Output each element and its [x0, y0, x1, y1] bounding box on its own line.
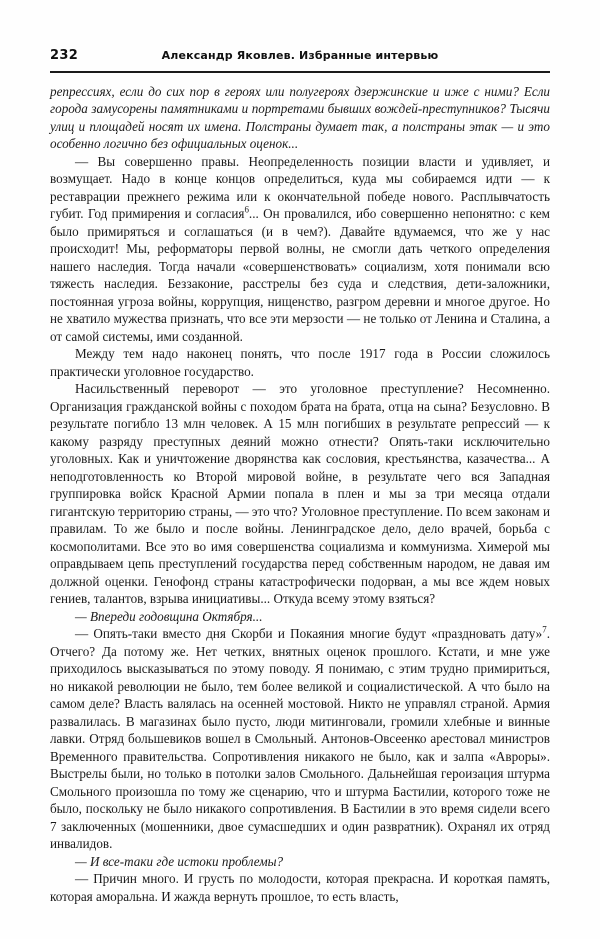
running-header: [50, 48, 550, 68]
answer-1a-text-before-note: — Вы совершенно правы. Неопределенность позиции власти и удивляет, и возмущает. Надо в конце концов определиться, куда мы собираемся идти — к реставрации прежнего режима или к окончательной победе нового. Расплывчатость губит. Год примирения и согласия: [50, 153, 550, 222]
paragraph-answer-1-part-c: Насильственный переворот — это уголовное преступление? Несомненно. Организация гражданской войны с походом брата на брата, отца на сына? Безусловно. В результате погибло 13 млн человек. А 15 млн погибших в результате репрессий — к какому разряду преступных деяний можно отнести? Опять-таки исключительно уголовных. Как и уничтожение дворянства как сословия, крестьянства, казачества... А неподготовленность ко Второй мировой войне, в результате чего вся Западная группировка войск Красной Армии попала в плен и мы за три месяца отдали гигантскую территорию страны, — это что? Уголовное преступление. По всем законам и правилам. То же было и после войны. Ленинградское дело, дело врачей, борьба с космополитами. Все это во имя совершенства социализма и коммунизма. Химерой мы оправдываем цепь преступлений государства перед собственным народом, не давая им должной оценки. Генофонд страны катастрофически подорван, а мы все ждем новых гениев, талантов, взрыва инициативы... Откуда всему этому взяться?: [50, 381, 550, 607]
footnote-marker-6[interactable]: 6: [244, 204, 249, 215]
answer-2-text-before-note: — Опять-таки вместо дня Скорби и Покаяния многие будут «праздновать дату»: [75, 626, 543, 642]
page-content: [50, 48, 550, 905]
answer-2-text-after-note: . Отчего? Да потому же. Нет четких, внятных оценок прошлого. Кстати, и мне уже приходилось высказываться по этому поводу. Я понимаю, с этим трудно примириться, но никакой революции не было, тем более великой и социалистической. А что было на самом деле? Власть валялась на осенней мостовой. Никто не управлял страной. Армия развалилась. В магазинах было пусто, люди митинговали, громили хлебные и винные лавки. Отряд большевиков вошел в Смольный. Антонов-Овсеенко арестовал министров Временного правительства. Сопротивления никакого не было, как и залпа «Авроры». Выстрелы были, но только в потолки залов Смольного. Дальнейшая героизация штурма Смольного произошла по тому же сценарию, что и штурма Бастилии, которого тоже не было, поскольку не было никакого сопротивления. В Бастилии в это время сидели всего 7 заключенных (мошенники, двое сумасшедших и один развратник). Охранял их отряд инвалидов.: [50, 626, 550, 852]
opening-italic-continuation: репрессиях, если до сих пор в героях или полугероях дзержинские и иже с ними? Если города замусорены памятниками и портретами бывших вождей-преступников? Тысячи улиц и площадей носят их имена. Полстраны думает так, а полстраны этак — и это особенно логично без официальных оценок...: [50, 83, 550, 152]
paragraph-answer-2: [50, 625, 550, 853]
paragraph-answer-3: — Причин много. И грусть по молодости, которая прекрасна. И короткая память, которая аморальна. И жажда вернуть прошлое, то есть власть,: [50, 871, 550, 904]
answer-1a-text-after-note: ... Он провалился, ибо совершенно непонятно: с кем было примиряться и соглашаться (и в чем?). Давайте вдумаемся, что же у нас происходит! Мы, реформаторы первой волны, не смогли дать четкого определения нашего наследия. Тогда начали «совершенствовать» социализм, хотя понимали всю тяжесть наследия. Беззаконие, расстрелы без суда и следствия, дети-заложники, постоянная угроза войны, коррупция, нищенство, разгром деревни и многое другое. Но не хватило мужества признать, что все эти мерзости — не только от Ленина и Сталина, а от самой системы, ими созданной.: [50, 206, 550, 344]
page-number: 232: [50, 48, 79, 63]
running-title: Александр Яковлев. Избранные интервью: [161, 49, 439, 62]
footnote-marker-7[interactable]: 7: [542, 624, 547, 635]
paragraph-answer-1-part-a: [50, 153, 550, 346]
paragraph-question-2: — Впереди годовщина Октября...: [75, 608, 263, 624]
paragraph-question-3: — И все-таки где истоки проблемы?: [75, 853, 284, 869]
header-rule: [50, 71, 550, 73]
paragraph-answer-1-part-b: Между тем надо наконец понять, что после 1917 года в России сложилось практически уголовное государство.: [50, 346, 550, 379]
body-text-column: [50, 83, 550, 906]
